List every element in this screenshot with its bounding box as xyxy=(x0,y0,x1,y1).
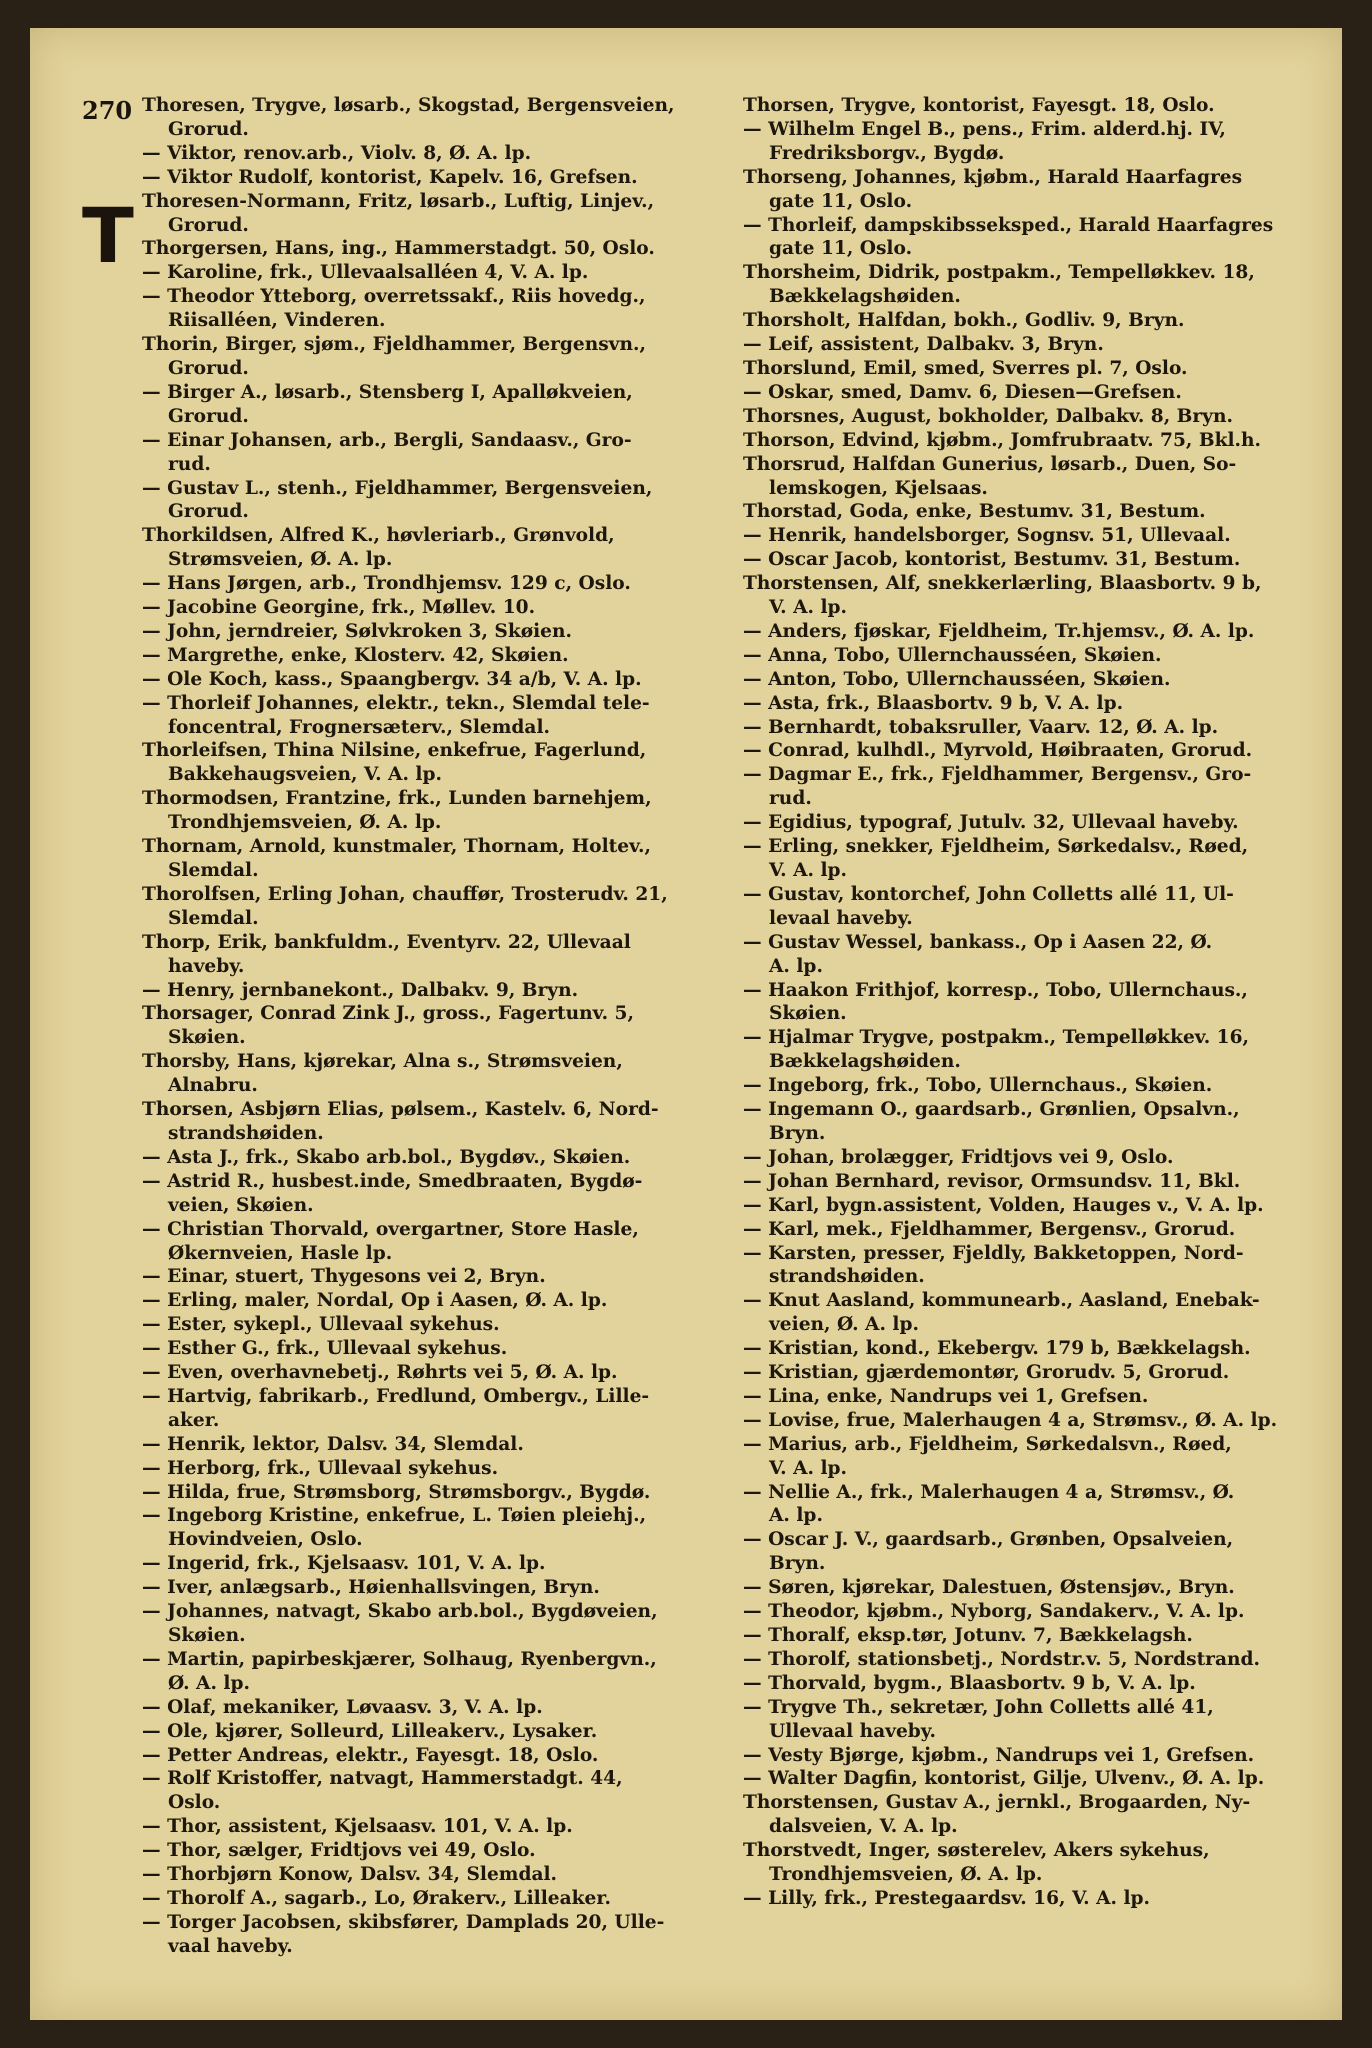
directory-entry xyxy=(743,668,1343,692)
directory-entry xyxy=(142,166,752,190)
directory-entry xyxy=(142,333,752,381)
entry-line: — Theodor Ytteborg, overretssakf., Riis hovedg., xyxy=(142,286,646,308)
directory-entry xyxy=(142,1385,752,1433)
entry-line: Thorstensen, Gustav A., jernkl., Brogaarden, Ny- xyxy=(743,1792,1251,1814)
entry-line: — Birger A., løsarb., Stensberg I, Apalløkveien, xyxy=(142,381,633,403)
directory-entry xyxy=(142,668,752,692)
entry-continuation: Trondhjemsveien, Ø. A. lp. xyxy=(168,812,442,834)
entry-continuation: Økernveien, Hasle lp. xyxy=(168,1242,393,1264)
entry-line: — Esther G., frk., Ullevaal sykehus. xyxy=(142,1338,508,1360)
entry-line: — Ingeborg, frk., Tobo, Ullernchaus., Skøien. xyxy=(743,1075,1213,1097)
entry-continuation: Alnabru. xyxy=(168,1075,258,1097)
entry-continuation: Grorud. xyxy=(168,118,249,140)
directory-entry xyxy=(142,787,752,835)
entry-line: — Henrik, handelsborger, Sognsv. 51, Ullevaal. xyxy=(743,525,1231,547)
directory-entry xyxy=(743,381,1343,405)
entry-continuation: strandshøiden. xyxy=(168,1122,324,1144)
directory-entry xyxy=(142,620,752,644)
entry-line: Thorstvedt, Inger, søsterelev, Akers sykehus, xyxy=(743,1840,1210,1862)
directory-entry xyxy=(142,931,752,979)
entry-line: Thorsen, Asbjørn Elias, pølsem., Kastelv. 6, Nord- xyxy=(142,1099,659,1121)
page-number: 270 xyxy=(82,96,133,125)
entry-continuation: Bryn. xyxy=(769,1553,826,1575)
directory-entry xyxy=(743,1648,1343,1672)
entry-continuation: Trondhjemsveien, Ø. A. lp. xyxy=(769,1864,1043,1886)
entry-line: — Lina, enke, Nandrups vei 1, Grefsen. xyxy=(743,1385,1149,1407)
entry-line: — Nellie A., frk., Malerhaugen 4 a, Strømsv., Ø. xyxy=(743,1481,1235,1503)
entry-line: — Rolf Kristoffer, natvagt, Hammerstadgt. 44, xyxy=(142,1768,623,1790)
directory-entry xyxy=(743,1242,1343,1290)
entry-line: — Herborg, frk., Ullevaal sykehus. xyxy=(142,1457,499,1479)
entry-line: — Karsten, presser, Fjeldly, Bakketoppen, Nord- xyxy=(743,1242,1244,1264)
directory-entry xyxy=(743,620,1343,644)
directory-entry xyxy=(142,1457,752,1481)
directory-entry xyxy=(743,1744,1343,1768)
directory-entry xyxy=(743,118,1343,166)
entry-continuation: Grorud. xyxy=(168,357,249,379)
directory-entry xyxy=(743,1026,1343,1074)
entry-line: — Viktor, renov.arb., Violv. 8, Ø. A. lp. xyxy=(142,142,532,164)
directory-entry xyxy=(743,261,1343,309)
entry-line: — Wilhelm Engel B., pens., Frim. alderd.hj. IV, xyxy=(743,118,1226,140)
directory-entry xyxy=(743,1576,1343,1600)
directory-entry xyxy=(743,1289,1343,1337)
entry-line: Thoresen-Normann, Fritz, løsarb., Luftig, Linjev., xyxy=(142,190,655,212)
entry-line: — Ingerid, frk., Kjelsaasv. 101, V. A. lp. xyxy=(142,1553,546,1575)
entry-continuation: Bakkehaugsveien, V. A. lp. xyxy=(168,764,442,786)
directory-entry xyxy=(142,1050,752,1098)
entry-continuation: Bækkelagshøiden. xyxy=(769,1051,961,1073)
entry-continuation: Grorud. xyxy=(168,405,249,427)
entry-line: — Thorvald, bygm., Blaasbortv. 9 b, V. A. lp. xyxy=(743,1672,1196,1694)
entry-line: — Ingeborg Kristine, enkefrue, L. Tøien pleiehj., xyxy=(142,1505,647,1527)
entry-line: — Kristian, gjærdemontør, Grorudv. 5, Grorud. xyxy=(743,1362,1230,1384)
directory-entry xyxy=(142,739,752,787)
entry-line: — Vesty Bjørge, kjøbm., Nandrups vei 1, Grefsen. xyxy=(743,1744,1255,1766)
directory-entry xyxy=(743,644,1343,668)
entry-line: — Trygve Th., sekretær, John Colletts allé 41, xyxy=(743,1696,1214,1718)
entry-line: Thorstad, Goda, enke, Bestumv. 31, Bestum. xyxy=(743,501,1206,523)
entry-line: — Asta J., frk., Skabo arb.bol., Bygdøv., Skøien. xyxy=(142,1146,631,1168)
entry-line: — Walter Dagfin, kontorist, Gilje, Ulvenv., Ø. A. lp. xyxy=(743,1768,1265,1790)
entry-line: — Anton, Tobo, Ullernchausséen, Skøien. xyxy=(743,668,1171,690)
directory-entry xyxy=(743,716,1343,740)
directory-entry xyxy=(142,429,752,477)
entry-line: Thorseng, Johannes, kjøbm., Harald Haarfagres xyxy=(743,166,1243,188)
entry-line: — Egidius, typograf, Jutulv. 32, Ullevaal haveby. xyxy=(743,812,1239,834)
entry-line: — Johannes, natvagt, Skabo arb.bol., Bygdøveien, xyxy=(142,1601,658,1623)
directory-entry xyxy=(142,1887,752,1911)
directory-entry xyxy=(142,1839,752,1863)
directory-entry xyxy=(743,1528,1343,1576)
entry-continuation: Skøien. xyxy=(769,1003,847,1025)
entry-line: Thorkildsen, Alfred K., høvleriarb., Grønvold, xyxy=(142,525,615,547)
directory-entry xyxy=(743,1433,1343,1481)
directory-entry xyxy=(743,1074,1343,1098)
directory-entry xyxy=(142,1767,752,1815)
entry-line: Thoresen, Trygve, løsarb., Skogstad, Bergensveien, xyxy=(142,95,675,116)
entry-line: — Viktor Rudolf, kontorist, Kapelv. 16, Grefsen. xyxy=(142,166,638,188)
directory-entry xyxy=(142,381,752,429)
directory-entry xyxy=(743,1146,1343,1170)
directory-entry xyxy=(743,333,1343,357)
entry-line: — Oscar Jacob, kontorist, Bestumv. 31, Bestum. xyxy=(743,549,1241,571)
directory-entry xyxy=(743,1672,1343,1696)
entry-line: — Johan Bernhard, revisor, Ormsundsv. 11, Bkl. xyxy=(743,1170,1241,1192)
entry-continuation: gate 11, Oslo. xyxy=(769,190,913,212)
entry-continuation: aker. xyxy=(168,1409,220,1431)
entry-continuation: Slemdal. xyxy=(168,907,259,929)
entry-line: — Lilly, frk., Prestegaardsv. 16, V. A. lp. xyxy=(743,1887,1150,1909)
entry-line: — Asta, frk., Blaasbortv. 9 b, V. A. lp. xyxy=(743,692,1124,714)
entry-line: Thorolfsen, Erling Johan, chauffør, Trosterudv. 21, xyxy=(142,883,668,905)
entry-line: — Einar Johansen, arb., Bergli, Sandaasv., Gro- xyxy=(142,429,632,451)
directory-entry xyxy=(743,1600,1343,1624)
entry-line: — John, jerndreier, Sølvkroken 3, Skøien. xyxy=(142,620,572,642)
entry-continuation: Oslo. xyxy=(168,1792,221,1814)
directory-entry xyxy=(142,979,752,1003)
entry-line: — Jacobine Georgine, frk., Møllev. 10. xyxy=(142,597,536,619)
directory-entry xyxy=(743,1194,1343,1218)
directory-entry xyxy=(743,1696,1343,1744)
entry-line: — Thorbjørn Konow, Dalsv. 34, Slemdal. xyxy=(142,1864,558,1886)
directory-entry xyxy=(743,405,1343,429)
directory-entry xyxy=(743,357,1343,381)
entry-line: — Karoline, frk., Ullevaalsalléen 4, V. A. lp. xyxy=(142,262,589,284)
entry-line: — Ole, kjører, Solleurd, Lilleakerv., Lysaker. xyxy=(142,1720,598,1742)
directory-entry xyxy=(743,572,1343,620)
entry-line: Thornam, Arnold, kunstmaler, Thornam, Holtev., xyxy=(142,836,651,858)
entry-line: — Johan, brolægger, Fridtjovs vei 9, Oslo. xyxy=(743,1146,1174,1168)
directory-entry xyxy=(743,763,1343,811)
directory-entry xyxy=(142,1911,752,1959)
directory-entry xyxy=(142,644,752,668)
entry-continuation: rud. xyxy=(769,788,812,810)
directory-entry xyxy=(142,285,752,333)
entry-line: — Thorolf, stationsbetj., Nordstr.v. 5, Nordstrand. xyxy=(743,1648,1261,1670)
entry-line: — Knut Aasland, kommunearb., Aasland, Enebak- xyxy=(743,1290,1260,1312)
entry-continuation: Skøien. xyxy=(168,1625,246,1646)
entry-line: — Erling, maler, Nordal, Op i Aasen, Ø. A. lp. xyxy=(142,1290,608,1312)
entry-continuation: Bryn. xyxy=(769,1122,826,1144)
directory-entry xyxy=(142,1720,752,1744)
directory-entry xyxy=(142,1433,752,1457)
entry-line: Thorleifsen, Thina Nilsine, enkefrue, Fagerlund, xyxy=(142,740,647,762)
entry-line: — Oscar J. V., gaardsarb., Grønben, Opsalveien, xyxy=(743,1529,1234,1551)
entry-continuation: Hovindveien, Oslo. xyxy=(168,1529,363,1551)
entry-line: — Henry, jernbanekont., Dalbakv. 9, Bryn. xyxy=(142,979,579,1001)
directory-entry xyxy=(743,931,1343,979)
entry-continuation: V. A. lp. xyxy=(769,860,848,881)
directory-entry xyxy=(743,1170,1343,1194)
entry-line: — Astrid R., husbest.inde, Smedbraaten, Bygdø- xyxy=(142,1170,643,1192)
entry-continuation: veien, Ø. A. lp. xyxy=(769,1314,919,1336)
entry-continuation: A. lp. xyxy=(769,1505,823,1527)
section-letter: T xyxy=(82,191,134,280)
directory-entry xyxy=(743,524,1343,548)
entry-continuation: V. A. lp. xyxy=(769,1457,848,1479)
directory-entry xyxy=(743,1098,1343,1146)
entry-line: — Ole Koch, kass., Spaangbergv. 34 a/b, V. A. lp. xyxy=(142,668,642,690)
entry-line: — Bernhardt, tobaksruller, Vaarv. 12, Ø. A. lp. xyxy=(743,716,1219,738)
entry-line: Thorsby, Hans, kjørekar, Alna s., Strømsveien, xyxy=(142,1051,623,1073)
directory-entry xyxy=(743,883,1343,931)
right-column xyxy=(743,94,1343,1911)
directory-entry xyxy=(142,237,752,261)
directory-entry xyxy=(142,1265,752,1289)
entry-continuation: Riisalléen, Vinderen. xyxy=(168,310,386,332)
entry-line: Thorsen, Trygve, kontorist, Fayesgt. 18, Oslo. xyxy=(743,95,1215,116)
directory-entry xyxy=(743,1887,1343,1911)
entry-line: — Ingemann O., gaardsarb., Grønlien, Opsalvn., xyxy=(743,1099,1240,1121)
entry-line: — Hjalmar Trygve, postpakm., Tempelløkkev. 16, xyxy=(743,1027,1250,1049)
entry-line: — Gustav, kontorchef, John Colletts allé 11, Ul- xyxy=(743,883,1234,905)
directory-entry xyxy=(142,692,752,740)
directory-entry xyxy=(142,883,752,931)
directory-entry xyxy=(142,190,752,238)
directory-entry xyxy=(142,1576,752,1600)
entry-line: Thorsheim, Didrik, postpakm., Tempelløkkev. 18, xyxy=(743,262,1255,284)
entry-line: Thorsnes, August, bokholder, Dalbakv. 8, Bryn. xyxy=(743,405,1233,427)
entry-line: — Haakon Frithjof, korresp., Tobo, Ullernchaus., xyxy=(743,979,1248,1001)
entry-line: — Søren, kjørekar, Dalestuen, Østensjøv., Bryn. xyxy=(743,1577,1235,1599)
directory-entry xyxy=(142,1098,752,1146)
entry-line: Thorsrud, Halfdan Gunerius, løsarb., Duen, So- xyxy=(743,453,1237,475)
entry-line: Thorsholt, Halfdan, bokh., Godliv. 9, Bryn. xyxy=(743,310,1185,332)
directory-entry xyxy=(142,1600,752,1648)
entry-line: — Thorleif, dampskibsseksped., Harald Haarfagres xyxy=(743,214,1274,236)
entry-line: — Erling, snekker, Fjeldheim, Sørkedalsv., Røed, xyxy=(743,836,1249,858)
entry-line: — Margrethe, enke, Klosterv. 42, Skøien. xyxy=(142,644,569,666)
entry-line: — Even, overhavnebetj., Røhrts vei 5, Ø. A. lp. xyxy=(142,1362,618,1384)
entry-continuation: Grorud. xyxy=(168,214,249,236)
entry-line: — Einar, stuert, Thygesons vei 2, Bryn. xyxy=(142,1266,546,1288)
directory-entry xyxy=(743,1385,1343,1409)
directory-entry xyxy=(142,1552,752,1576)
entry-continuation: veien, Skøien. xyxy=(168,1194,314,1216)
entry-continuation: Ø. A. lp. xyxy=(168,1672,250,1694)
entry-line: Thorson, Edvind, kjøbm., Jomfrubraatv. 75, Bkl.h. xyxy=(743,429,1262,451)
entry-continuation: rud. xyxy=(168,453,211,475)
directory-entry xyxy=(743,214,1343,262)
directory-entry xyxy=(142,1504,752,1552)
entry-continuation: gate 11, Oslo. xyxy=(769,238,913,260)
entry-line: — Dagmar E., frk., Fjeldhammer, Bergensv., Gro- xyxy=(743,764,1252,786)
entry-line: — Anders, fjøskar, Fjeldheim, Tr.hjemsv., Ø. A. lp. xyxy=(743,620,1255,642)
directory-entry xyxy=(142,1146,752,1170)
directory-entry xyxy=(743,1791,1343,1839)
directory-entry xyxy=(142,261,752,285)
directory-entry xyxy=(743,1481,1343,1529)
directory-entry xyxy=(743,692,1343,716)
directory-entry xyxy=(743,453,1343,501)
directory-entry xyxy=(743,835,1343,883)
directory-entry xyxy=(743,1218,1343,1242)
entry-continuation: strandshøiden. xyxy=(769,1266,925,1288)
entry-continuation: Slemdal. xyxy=(168,860,259,881)
entry-line: — Anna, Tobo, Ullernchausséen, Skøien. xyxy=(743,644,1162,666)
entry-line: — Thoralf, eksp.tør, Jotunv. 7, Bækkelagsh. xyxy=(743,1625,1193,1646)
entry-line: Thormodsen, Frantzine, frk., Lunden barnehjem, xyxy=(142,788,652,810)
entry-line: Thorgersen, Hans, ing., Hammerstadgt. 50, Oslo. xyxy=(142,238,655,260)
entry-line: — Hartvig, fabrikarb., Fredlund, Ombergv., Lille- xyxy=(142,1385,650,1407)
entry-line: — Thor, assistent, Kjelsaasv. 101, V. A. lp. xyxy=(142,1816,573,1838)
directory-entry xyxy=(142,596,752,620)
directory-entry xyxy=(743,94,1343,118)
directory-entry xyxy=(142,1361,752,1385)
entry-line: Thorp, Erik, bankfuldm., Eventyrv. 22, Ullevaal xyxy=(142,931,631,953)
entry-line: — Thorleif Johannes, elektr., tekn., Slemdal tele- xyxy=(142,692,650,714)
entry-continuation: Ullevaal haveby. xyxy=(769,1720,936,1742)
entry-line: Thorsager, Conrad Zink J., gross., Fagertunv. 5, xyxy=(142,1003,634,1025)
directory-entry xyxy=(142,1289,752,1313)
entry-line: — Ester, sykepl., Ullevaal sykehus. xyxy=(142,1314,500,1336)
entry-continuation: Strømsveien, Ø. A. lp. xyxy=(168,549,393,571)
entry-line: Thorstensen, Alf, snekkerlærling, Blaasbortv. 9 b, xyxy=(743,573,1262,595)
entry-line: Thorslund, Emil, smed, Sverres pl. 7, Oslo. xyxy=(743,357,1188,379)
entry-line: — Karl, bygn.assistent, Volden, Hauges v., V. A. lp. xyxy=(743,1194,1264,1216)
entry-line: — Oskar, smed, Damv. 6, Diesen—Grefsen. xyxy=(743,381,1182,403)
entry-continuation: Bækkelagshøiden. xyxy=(769,286,961,308)
entry-line: Thorin, Birger, sjøm., Fjeldhammer, Bergensvn., xyxy=(142,334,646,356)
directory-entry xyxy=(743,1409,1343,1433)
entry-line: — Gustav Wessel, bankass., Op i Aasen 22, Ø. xyxy=(743,931,1213,953)
directory-entry xyxy=(743,739,1343,763)
entry-continuation: vaal haveby. xyxy=(168,1935,293,1957)
entry-continuation: Fredriksborgv., Bygdø. xyxy=(769,142,1005,164)
directory-entry xyxy=(142,1313,752,1337)
entry-continuation: Grorud. xyxy=(168,501,249,523)
directory-entry xyxy=(142,1815,752,1839)
directory-entry xyxy=(142,142,752,166)
entry-line: — Leif, assistent, Dalbakv. 3, Bryn. xyxy=(743,334,1104,356)
entry-line: — Conrad, kulhdl., Myrvold, Høibraaten, Grorud. xyxy=(743,740,1253,762)
directory-entry xyxy=(142,94,752,142)
directory-entry xyxy=(743,1361,1343,1385)
directory-entry xyxy=(142,1744,752,1768)
entry-line: — Iver, anlægsarb., Høienhallsvingen, Bryn. xyxy=(142,1577,600,1599)
directory-entry xyxy=(743,309,1343,333)
directory-entry xyxy=(743,811,1343,835)
directory-entry xyxy=(142,1002,752,1050)
directory-entry xyxy=(142,524,752,572)
entry-line: — Theodor, kjøbm., Nyborg, Sandakerv., V. A. lp. xyxy=(743,1601,1245,1623)
entry-line: — Hans Jørgen, arb., Trondhjemsv. 129 c, Oslo. xyxy=(142,573,631,595)
entry-continuation: lemskogen, Kjelsaas. xyxy=(769,477,988,499)
entry-continuation: foncentral, Frognersæterv., Slemdal. xyxy=(168,716,550,738)
directory-entry xyxy=(743,979,1343,1027)
entry-line: — Marius, arb., Fjeldheim, Sørkedalsvn., Røed, xyxy=(743,1433,1232,1455)
directory-page xyxy=(30,28,1342,2020)
entry-line: — Thor, sælger, Fridtjovs vei 49, Oslo. xyxy=(142,1840,536,1862)
entry-line: — Henrik, lektor, Dalsv. 34, Slemdal. xyxy=(142,1433,524,1455)
directory-entry xyxy=(743,1767,1343,1791)
entry-continuation: levaal haveby. xyxy=(769,907,913,929)
entry-line: — Kristian, kond., Ekebergv. 179 b, Bækkelagsh. xyxy=(743,1338,1251,1360)
directory-entry xyxy=(743,1337,1343,1361)
entry-line: — Hilda, frue, Strømsborg, Strømsborgv., Bygdø. xyxy=(142,1481,651,1503)
directory-entry xyxy=(743,429,1343,453)
entry-line: — Gustav L., stenh., Fjeldhammer, Bergensveien, xyxy=(142,477,653,499)
directory-entry xyxy=(142,477,752,525)
entry-line: — Thorolf A., sagarb., Lo, Ørakerv., Lilleaker. xyxy=(142,1887,611,1909)
directory-entry xyxy=(743,1624,1343,1648)
directory-entry xyxy=(142,572,752,596)
directory-entry xyxy=(743,548,1343,572)
entry-continuation: V. A. lp. xyxy=(769,597,848,619)
directory-entry xyxy=(743,1839,1343,1887)
directory-entry xyxy=(142,1648,752,1696)
entry-line: — Christian Thorvald, overgartner, Store Hasle, xyxy=(142,1218,639,1240)
directory-entry xyxy=(142,1170,752,1218)
directory-entry xyxy=(142,1696,752,1720)
entry-continuation: Skøien. xyxy=(168,1027,246,1049)
directory-entry xyxy=(142,1481,752,1505)
entry-continuation: A. lp. xyxy=(769,955,823,977)
directory-entry xyxy=(142,835,752,883)
entry-line: — Petter Andreas, elektr., Fayesgt. 18, Oslo. xyxy=(142,1744,599,1766)
entry-continuation: dalsveien, V. A. lp. xyxy=(769,1816,958,1838)
entry-line: — Olaf, mekaniker, Løvaasv. 3, V. A. lp. xyxy=(142,1696,543,1718)
entry-line: — Martin, papirbeskjærer, Solhaug, Ryenbergvn., xyxy=(142,1648,657,1670)
directory-entry xyxy=(142,1337,752,1361)
directory-entry xyxy=(743,166,1343,214)
directory-entry xyxy=(743,500,1343,524)
entry-continuation: haveby. xyxy=(168,955,245,977)
entry-line: — Karl, mek., Fjeldhammer, Bergensv., Grorud. xyxy=(743,1218,1236,1240)
left-column xyxy=(142,94,752,1959)
directory-entry xyxy=(142,1218,752,1266)
entry-line: — Lovise, frue, Malerhaugen 4 a, Strømsv., Ø. A. lp. xyxy=(743,1409,1278,1431)
entry-line: — Torger Jacobsen, skibsfører, Damplads 20, Ulle- xyxy=(142,1911,665,1933)
directory-entry xyxy=(142,1863,752,1887)
